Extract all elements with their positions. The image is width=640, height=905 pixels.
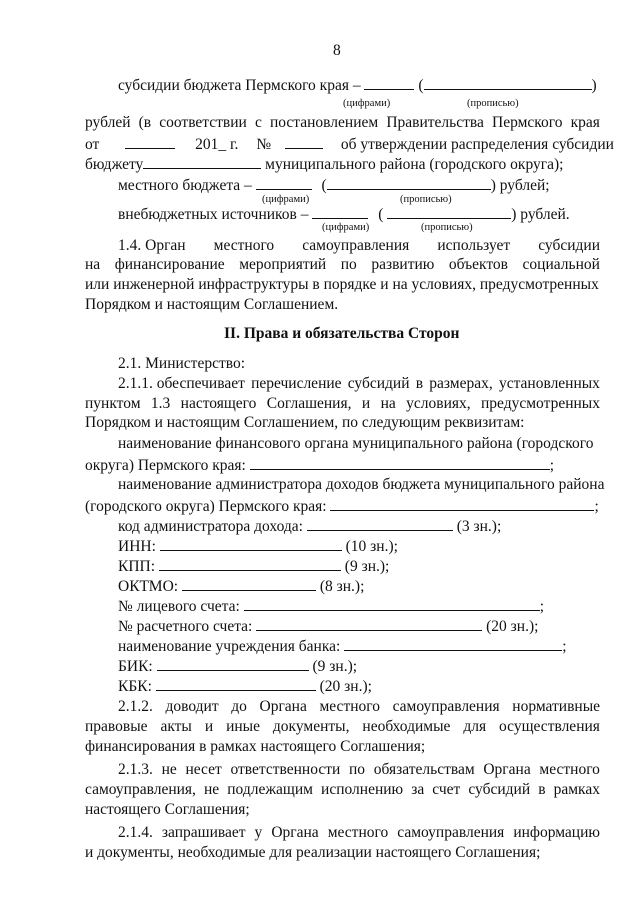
blank-field bbox=[327, 175, 491, 190]
paragraph-line: финансирования в рамках настоящего Соглашения; bbox=[85, 738, 426, 755]
paragraph-line: 2.1.2. доводит до Органа местного самоуправления нормативные bbox=[118, 698, 600, 715]
blank-field bbox=[344, 636, 562, 651]
blank-field bbox=[143, 154, 261, 169]
requisite-inn: ИНН: (10 зн.); bbox=[118, 538, 398, 555]
requisite-finance-body: округа) Пермского края: ; bbox=[85, 457, 554, 474]
page-number: 8 bbox=[333, 42, 341, 59]
blank-field bbox=[330, 496, 594, 511]
budget-line-region: субсидии бюджета Пермского края – ( ) bbox=[118, 77, 597, 94]
blank-field bbox=[182, 576, 316, 591]
paragraph-line: пунктом 1.3 настоящего Соглашения, и на условиях, предусмотренных bbox=[85, 395, 600, 412]
paragraph-line: Порядком и настоящим Соглашением, по следующим реквизитам: bbox=[85, 414, 525, 431]
paragraph-line: рублей (в соответствии с постановлением Правительства Пермского края bbox=[85, 114, 600, 131]
requisite-bank: наименование учреждения банка: ; bbox=[118, 638, 567, 655]
blank-field bbox=[285, 134, 323, 149]
requisite-settlement-account: № расчетного счета: (20 зн.); bbox=[118, 618, 539, 635]
paragraph-line: 2.1.1. обеспечивает перечисление субсидий в размерах, установленных bbox=[118, 375, 600, 392]
blank-field bbox=[244, 596, 540, 611]
blank-field bbox=[160, 536, 342, 551]
blank-field bbox=[424, 75, 592, 90]
paragraph-line: 1.4. Орган местного самоуправления использует субсидии bbox=[118, 237, 600, 254]
budget-line-extra: внебюджетных источников – ( ) рублей. bbox=[118, 206, 570, 223]
requisite-label: наименование администратора доходов бюджета муниципального района bbox=[118, 476, 605, 493]
hint-words: (прописью) bbox=[467, 98, 519, 109]
hint-words: (прописью) bbox=[421, 222, 473, 233]
hint-words: (прописью) bbox=[400, 194, 452, 205]
paragraph-line: самоуправления, не подлежащим исполнению за счет субсидий в рамках bbox=[85, 781, 600, 798]
requisite-oktmo: ОКТМО: (8 зн.); bbox=[118, 578, 365, 595]
blank-field bbox=[125, 134, 175, 149]
paragraph-line: бюджету муниципального района (городского округа); bbox=[85, 156, 564, 173]
requisite-personal-account: № лицевого счета: ; bbox=[118, 598, 545, 615]
clause-heading: 2.1. Министерство: bbox=[118, 355, 245, 372]
blank-field bbox=[307, 516, 453, 531]
paragraph-line: правовые акты и иные документы, необходимые для осуществления bbox=[85, 718, 600, 735]
paragraph-line: на финансирование мероприятий по развитию объектов социальной bbox=[85, 256, 600, 273]
blank-field bbox=[156, 676, 316, 691]
requisite-kod: код администратора дохода: (3 зн.); bbox=[118, 518, 502, 535]
paragraph-line: от 201_ г. № об утверждении распределения субсидии bbox=[85, 136, 614, 153]
paragraph-line: или инженерной инфраструктуры в порядке и на условиях, предусмотренных bbox=[85, 276, 599, 293]
requisite-kbk: КБК: (20 зн.); bbox=[118, 678, 372, 695]
blank-field bbox=[159, 556, 341, 571]
paragraph-line: 2.1.3. не несет ответственности по обязательствам Органа местного bbox=[118, 761, 600, 778]
blank-field bbox=[256, 616, 482, 631]
blank-field bbox=[387, 204, 511, 219]
hint-digits: (цифрами) bbox=[322, 222, 370, 233]
requisite-kpp: КПП: (9 зн.); bbox=[118, 558, 390, 575]
blank-field bbox=[157, 656, 309, 671]
blank-field bbox=[364, 75, 414, 90]
requisite-label: наименование финансового органа муниципального района (городского bbox=[118, 435, 594, 452]
requisite-bik: БИК: (9 зн.); bbox=[118, 658, 358, 675]
paragraph-line: 2.1.4. запрашивает у Органа местного самоуправления информацию bbox=[118, 824, 600, 841]
requisite-administrator: (городского округа) Пермского края: ; bbox=[85, 498, 599, 515]
section-title: II. Права и обязательства Сторон bbox=[224, 325, 460, 342]
paragraph-line: настоящего Соглашения; bbox=[85, 801, 250, 818]
hint-digits: (цифрами) bbox=[262, 194, 310, 205]
blank-field bbox=[312, 204, 368, 219]
blank-field bbox=[250, 455, 550, 470]
hint-digits: (цифрами) bbox=[343, 98, 391, 109]
paragraph-line: и документы, необходимые для реализации настоящего Соглашения; bbox=[85, 844, 541, 861]
budget-line-local: местного бюджета – ( ) рублей; bbox=[118, 177, 550, 194]
blank-field bbox=[256, 175, 312, 190]
paragraph-line: Порядком и настоящим Соглашением. bbox=[85, 296, 339, 313]
